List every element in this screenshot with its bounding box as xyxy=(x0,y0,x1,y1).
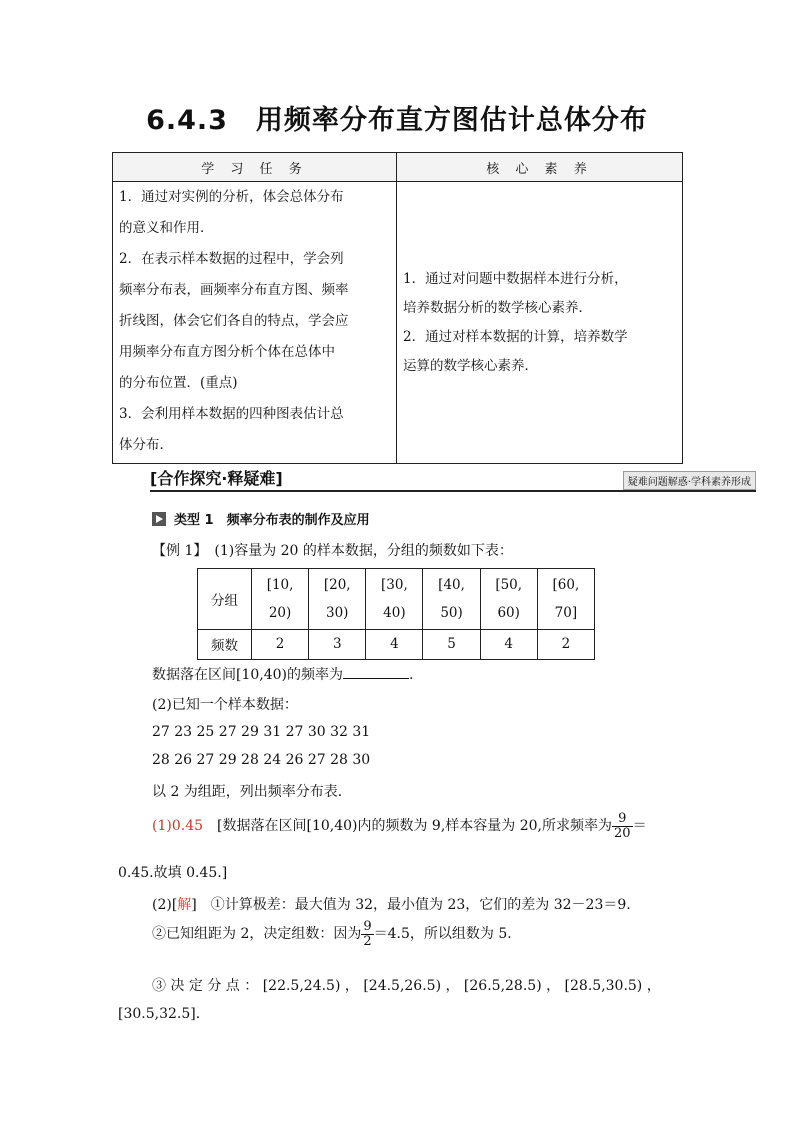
group-cell: [60, 70] xyxy=(537,569,594,630)
header-tasks: 学 习 任 务 xyxy=(113,153,397,182)
task-line: 用频率分布直方图分析个体在总体中 xyxy=(119,344,335,360)
group-cell: [50, 60) xyxy=(480,569,537,630)
section-label: [合作探究·释疑难] xyxy=(150,469,283,488)
example-intro: 【例 1】 (1)容量为 20 的样本数据，分组的频数如下表： xyxy=(152,543,513,559)
row-label-group: 分组 xyxy=(198,569,252,630)
task-line: 体分布． xyxy=(119,437,173,453)
data-line-1: 27 23 25 27 29 31 27 30 32 31 xyxy=(152,724,371,740)
count-cell: 2 xyxy=(537,629,594,659)
task-line: 的意义和作用． xyxy=(119,220,214,236)
literacy-line: 1．通过对问题中数据样本进行分析， xyxy=(403,270,628,287)
count-cell: 3 xyxy=(309,629,366,659)
answer-1-label: (1)0.45 xyxy=(152,818,204,835)
literacy-cell xyxy=(397,182,683,464)
literacy-line: 运算的数学核心素养． xyxy=(403,357,538,374)
count-cell: 4 xyxy=(480,629,537,659)
answer-blank xyxy=(343,664,409,679)
literacy-line: 2．通过对样本数据的计算，培养数学 xyxy=(403,328,628,345)
answer-2-step-2: ②已知组距为 2，决定组数：因为 $\frac{9}{2}$ ＝4.5，所以组数为 5. xyxy=(152,919,512,949)
row-label-count: 频数 xyxy=(198,629,252,659)
group-cell: [20, 30) xyxy=(309,569,366,630)
frequency-table xyxy=(197,568,595,660)
task-line: 1．通过对实例的分析，体会总体分布 xyxy=(119,189,344,205)
answer-2-step-3-cont: [30.5,32.5]. xyxy=(118,1006,201,1022)
task-line: 2．在表示样本数据的过程中，学会列 xyxy=(119,251,344,267)
group-cell: [30, 40) xyxy=(366,569,423,630)
play-icon xyxy=(152,512,166,526)
section-tag: 疑难问题解惑·学科素养形成 xyxy=(623,471,756,490)
group-cell: [40, 50) xyxy=(423,569,480,630)
fraction-9-20: $\frac{9}{20}$ xyxy=(614,811,631,841)
answer-1: (1)0.45 [数据落在区间[10,40)内的频数为 9,样本容量为 20,所求频率为 $\frac{9}{20}$ ＝ xyxy=(152,811,647,841)
group-cell: [10, 20) xyxy=(252,569,309,630)
task-line: 的分布位置．(重点) xyxy=(119,375,238,391)
objectives-table xyxy=(112,152,683,464)
answer-2-step-1: (2)[解] ①计算极差：最大值为 32，最小值为 23，它们的差为 32－23＝9. xyxy=(152,897,631,913)
task-line: 3．会利用样本数据的四种图表估计总 xyxy=(119,406,344,422)
type-label: 类型 1 频率分布表的制作及应用 xyxy=(174,513,370,528)
task-line: 频率分布表，画频率分布直方图、频率 xyxy=(119,282,349,298)
count-cell: 2 xyxy=(252,629,309,659)
type-heading xyxy=(152,509,370,528)
tasks-cell xyxy=(113,182,397,464)
answer-1-cont: 0.45.故填 0.45.] xyxy=(118,865,228,881)
count-cell: 4 xyxy=(366,629,423,659)
page-title: 6.4.3 用频率分布直方图估计总体分布 xyxy=(146,105,648,136)
header-literacy: 核 心 素 养 xyxy=(397,153,683,182)
literacy-line: 培养数据分析的数学核心素养． xyxy=(403,299,592,316)
count-cell: 5 xyxy=(423,629,480,659)
question-2-instruction: 以 2 为组距，列出频率分布表． xyxy=(152,784,352,800)
question-1: 数据落在区间[10,40)的频率为 . xyxy=(152,664,413,684)
data-line-2: 28 26 27 29 28 24 26 27 28 30 xyxy=(152,752,371,768)
question-2: (2)已知一个样本数据： xyxy=(152,697,298,713)
section-header xyxy=(150,466,756,492)
task-line: 折线图，体会它们各自的特点，学会应 xyxy=(119,313,349,329)
answer-2-step-3: ③ 决 定 分 点 ： [22.5,24.5) ， [24.5,26.5) ， [26.5,28.5) ， [28.5,30.5) ， xyxy=(152,978,661,994)
solution-label: 解 xyxy=(177,897,192,913)
fraction-9-2: $\frac{9}{2}$ xyxy=(363,919,372,949)
